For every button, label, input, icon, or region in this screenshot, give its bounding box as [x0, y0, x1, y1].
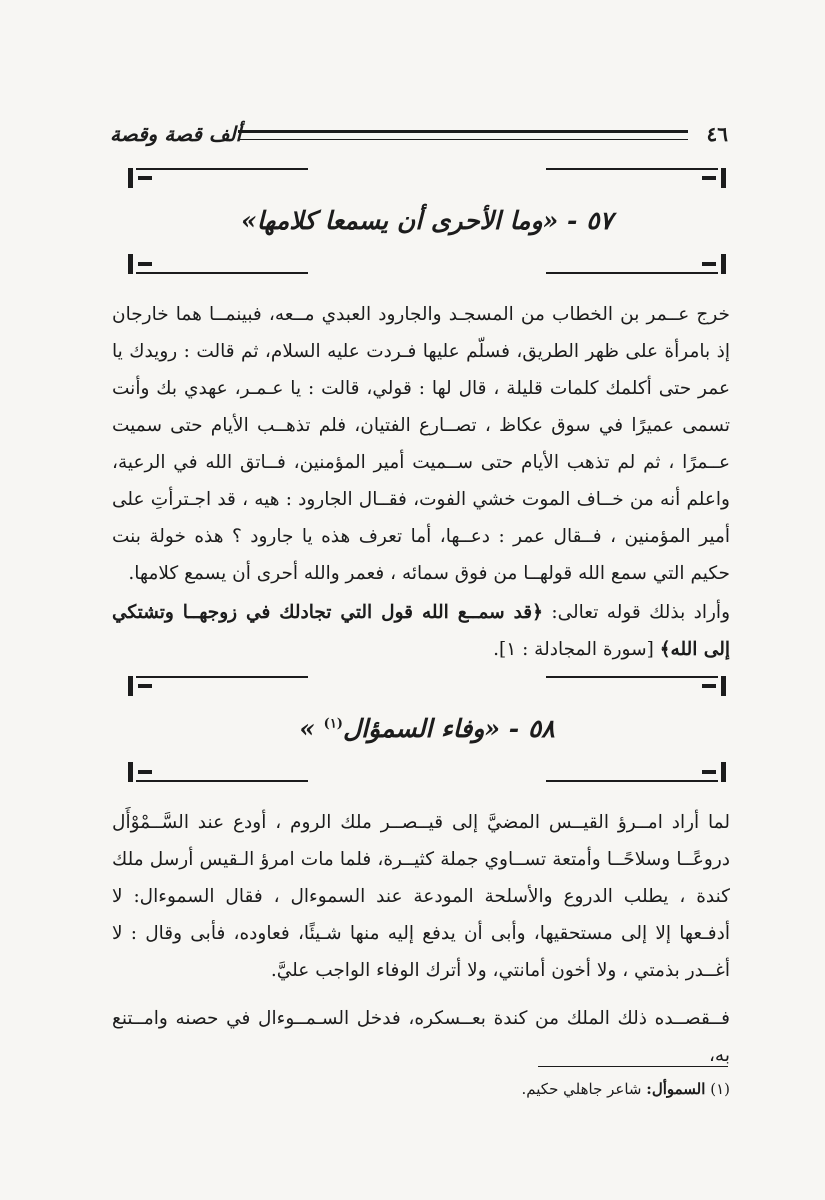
footnote-term: السموأل:	[646, 1080, 706, 1098]
story-58-title-frame	[128, 676, 726, 782]
footnote-text: شاعر جاهلي حكيم.	[521, 1080, 642, 1098]
story-57-title: ٥٧ - «وما الأحرى أن يسمعا كلامها»	[241, 206, 613, 235]
story-58-title-close: »	[299, 714, 315, 743]
footnote-reference: (١)	[323, 716, 343, 732]
footnote-mark: (١)	[710, 1080, 730, 1098]
frame-corner-ornament	[546, 676, 726, 696]
frame-corner-ornament	[546, 254, 726, 274]
frame-corner-ornament	[128, 676, 308, 696]
book-title: ألف قصة وقصة	[110, 122, 242, 146]
page-header	[110, 118, 728, 154]
verse-reference: [سورة المجادلة : ١].	[493, 639, 654, 660]
story-57-title-frame	[128, 168, 726, 274]
story-58-paragraph-2: فــقصــده ذلك الملك من كندة بعــسكره، فدخل السـمــوءال في حصنه وامــتنع به،	[112, 1008, 730, 1066]
footnote-rule	[538, 1066, 728, 1067]
footnote	[112, 1078, 730, 1100]
paragraph-intro: وأراد بذلك قوله تعالى:	[551, 602, 731, 623]
frame-corner-ornament	[546, 762, 726, 782]
story-58-title-text: ٥٨ - «وفاء السمؤال	[342, 714, 555, 743]
story-57-quran-paragraph	[112, 594, 730, 668]
story-58-paragraph: لما أراد امــرؤ القيــس المضيَّ إلى قيــصــر ملك الروم ، أودع عند السَّــمْوْأَل دروعًــا وسلاحًــا وأمتعة تســاوي جملة كثيــرة، فلما مات امرؤ الـقيس أرسل ملك كندة ، يطلب الدروع والأسلحة المودعة عند السموءال ، فقال السموءال: لا أدفـعها إلا إلى مستحقيها، وأبى أن يدفع إليه منها شـيئًا، فعاوده، فأبى وقال : لا أغــدر بذمتي ، ولا أخون أمانتي، ولا أترك الوفاء الواجب عليَّ.	[112, 812, 730, 981]
frame-corner-ornament	[128, 254, 308, 274]
frame-corner-ornament	[128, 168, 308, 188]
frame-corner-ornament	[546, 168, 726, 188]
header-rule	[238, 130, 688, 140]
page-number: ٤٦	[706, 122, 728, 146]
quran-verse: ﴿قد سمــع الله قول التي تجادلك في زوجهــا وتشتكي إلى الله﴾	[112, 602, 730, 660]
story-57-paragraph: خرج عــمر بن الخطاب من المسجـد والجارود العبدي مــعه، فبينمــا هما خارجان إذ بامرأة على ظهر الطريق، فسلّم عليها فـردت عليه السلام، ثم قالت : رويدك يا عمر حتى أكلمك كلمات قليلة ، قال لها : قولي، قالت : يا عـمـر، عهدي بك وأنت تسمى عميرًا في سوق عكاظ ، تصــارع الفتيان، فلم تذهــب الأيام حتى سميت عــمرًا ، ثم لم تذهب الأيام حتى ســميت أمير المؤمنين، فــاتق الله في الرعية، واعلم أنه من خــاف الموت خشي الفوت، فقــال الجارود : هيه ، قد اجـترأتِ على أمير المؤمنين ، فــقال عمر : دعــها، أما تعرف هذه يا جارود ؟ هذه خولة بنت حكيم التي سمع الله قولهــا من فوق سمائه ، فعمر والله أحرى أن يسمع كلامها.	[112, 304, 731, 584]
frame-corner-ornament	[128, 762, 308, 782]
story-58-title	[128, 714, 726, 743]
